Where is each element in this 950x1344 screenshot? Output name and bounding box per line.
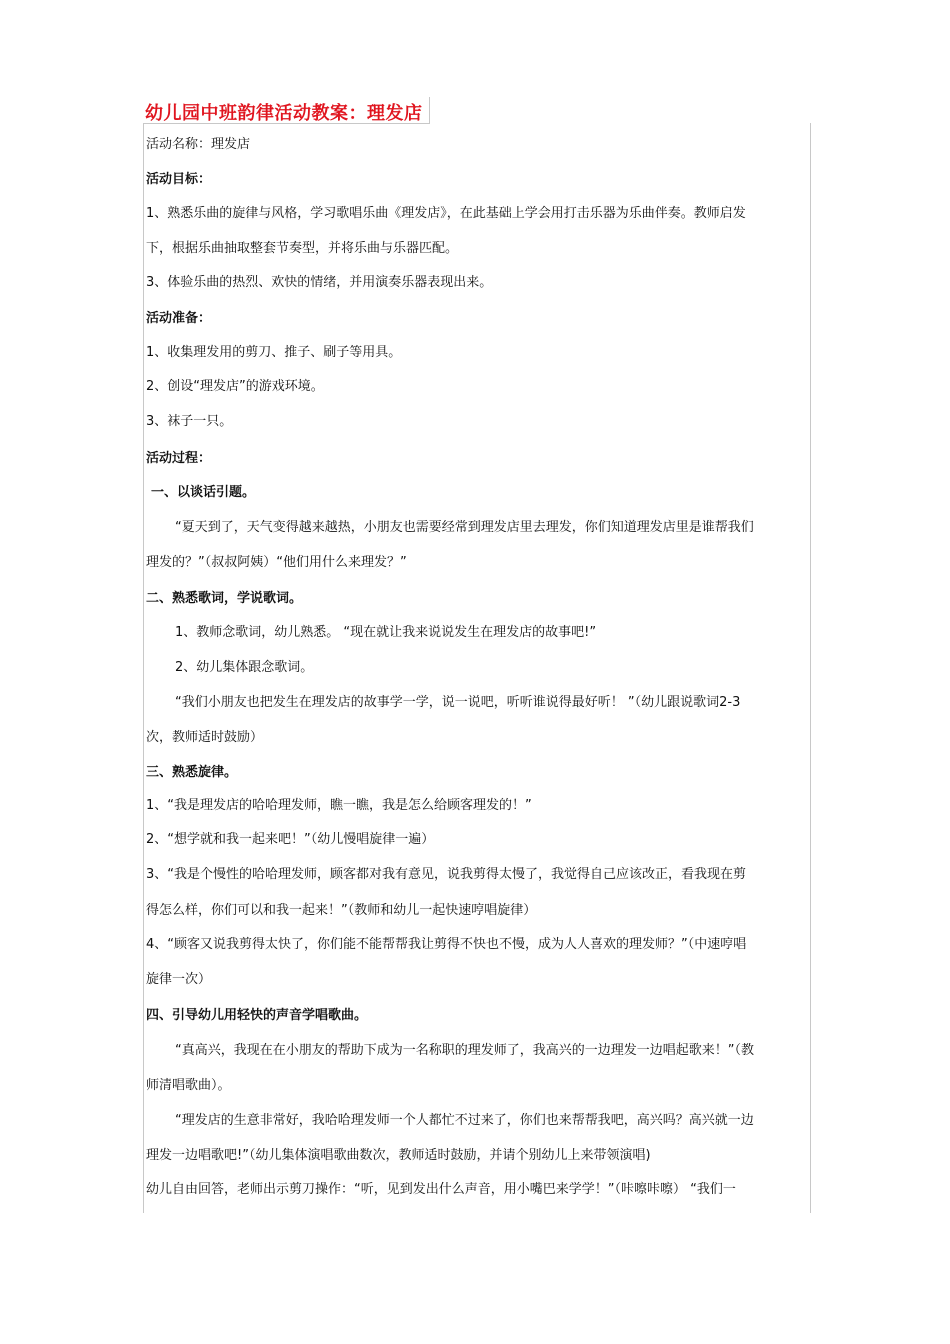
paragraph-line: 1、收集理发用的剪刀、推子、刷子等用具。 <box>146 345 402 360</box>
paragraph-line: 1、“我是理发店的哈哈理发师，瞧一瞧，我是怎么给顾客理发的！” <box>146 798 532 813</box>
paragraph-line: 师清唱歌曲）。 <box>146 1078 231 1093</box>
step-heading: 四、引导幼儿用轻快的声音学唱歌曲。 <box>146 1008 368 1023</box>
section-heading-preparation: 活动准备： <box>146 311 212 326</box>
paragraph-line: 理发一边唱歌吧!”（幼儿集体演唱歌曲数次，教师适时鼓励，并请个别幼儿上来带领演唱) <box>146 1148 651 1163</box>
paragraph-line: 3、体验乐曲的热烈、欢快的情绪，并用演奏乐器表现出来。 <box>146 275 493 290</box>
step-heading: 二、熟悉歌词，学说歌词。 <box>146 591 303 606</box>
paragraph-line: 3、“我是个慢性的哈哈理发师，顾客都对我有意见，说我剪得太慢了，我觉得自己应该改正，看我现在剪 <box>146 867 747 882</box>
paragraph-line: “我们小朋友也把发生在理发店的故事学一学，说一说吧，听听谁说得最好听！ ”（幼儿跟说歌词2-3 <box>175 695 741 710</box>
paragraph-line: “夏天到了，天气变得越来越热，小朋友也需要经常到理发店里去理发，你们知道理发店里是谁帮我们 <box>175 520 754 535</box>
paragraph-line: 2、创设“理发店”的游戏环境。 <box>146 379 324 394</box>
paragraph-line: 理发的？”（叔叔阿姨）“他们用什么来理发？” <box>146 555 407 570</box>
step-heading: 三、熟悉旋律。 <box>146 765 238 780</box>
paragraph-line: 3、袜子一只。 <box>146 414 233 429</box>
paragraph-line: 下，根据乐曲抽取整套节奏型，并将乐曲与乐器匹配。 <box>146 241 459 256</box>
paragraph-line: 1、教师念歌词，幼儿熟悉。 “现在就让我来说说发生在理发店的故事吧!” <box>175 625 597 640</box>
paragraph-line: 旋律一次） <box>146 972 212 987</box>
paragraph-line: “理发店的生意非常好，我哈哈理发师一个人都忙不过来了，你们也来帮帮我吧，高兴吗？高兴就一边 <box>175 1113 754 1128</box>
paragraph-line: 1、熟悉乐曲的旋律与风格，学习歌唱乐曲《理发店》，在此基础上学会用打击乐器为乐曲伴奏。教师启发 <box>146 206 746 221</box>
paragraph-line: 得怎么样，你们可以和我一起来！”（教师和幼儿一起快速哼唱旋律） <box>146 903 537 918</box>
step-heading: 一、以谈话引题。 <box>151 485 256 500</box>
activity-name: 活动名称：理发店 <box>146 137 251 152</box>
section-heading-goals: 活动目标： <box>146 172 212 187</box>
paragraph-line: 2、幼儿集体跟念歌词。 <box>175 660 314 675</box>
paragraph-line: 幼儿自由回答，老师出示剪刀操作：“听，见到发出什么声音，用小嘴巴来学学！”（咔嚓咔嚓） “我们一 <box>146 1182 736 1197</box>
paragraph-line: 2、“想学就和我一起来吧！”（幼儿慢唱旋律一遍） <box>146 832 435 847</box>
paragraph-line: “真高兴，我现在在小朋友的帮助下成为一名称职的理发师了，我高兴的一边理发一边唱起歌来！”（教 <box>175 1043 754 1058</box>
paragraph-line: 4、“顾客又说我剪得太快了，你们能不能帮帮我让剪得不快也不慢，成为人人喜欢的理发师？”（中速哼唱 <box>146 937 747 952</box>
paragraph-line: 次，教师适时鼓励） <box>146 730 264 745</box>
section-heading-process: 活动过程： <box>146 451 212 466</box>
document-title: 幼儿园中班韵律活动教案：理发店 <box>145 103 423 124</box>
